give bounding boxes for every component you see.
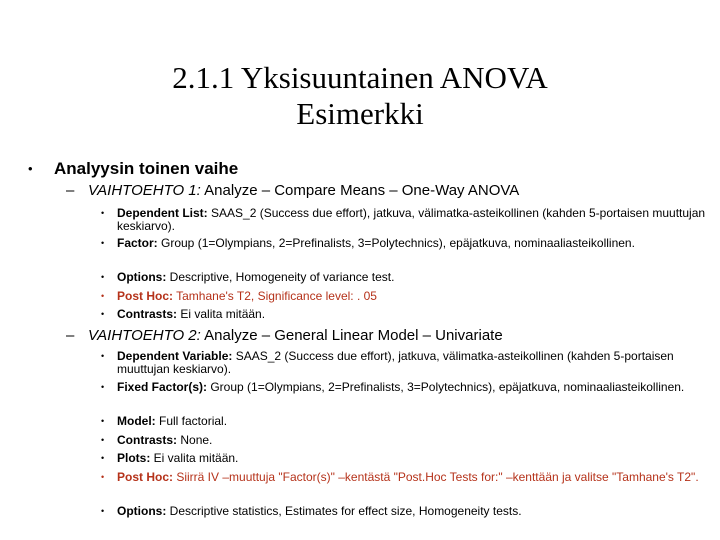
item-key: Contrasts:: [117, 307, 178, 321]
bullet-icon: •: [101, 506, 105, 516]
main-bullet-text: Analyysin toinen vaihe: [54, 159, 239, 178]
item-key: Fixed Factor(s):: [117, 380, 208, 394]
item-value: Group (1=Olympians, 2=Prefinalists, 3=Polytechnics), epäjatkuva, nominaaliasteikollinen.: [157, 236, 635, 250]
bullet-icon: •: [101, 416, 105, 426]
slide-title-line1: 2.1.1 Yksisuuntainen ANOVA: [172, 60, 548, 95]
item-value: Group (1=Olympians, 2=Prefinalists, 3=Polytechnics), epäjatkuva, nominaaliasteikollinen.: [207, 380, 685, 394]
item-value: None.: [177, 433, 213, 447]
item-key: Factor:: [117, 236, 158, 250]
bullet-icon: •: [101, 472, 105, 482]
item-value: Ei valita mitään.: [150, 451, 239, 465]
item-value: Full factorial.: [155, 414, 228, 428]
item-value: SAAS_2 (Success due effort), jatkuva, välimatka-asteikollinen (kahden 5-portaisen muuttujan keskiarvo).: [117, 206, 706, 233]
item-key: Plots:: [117, 451, 151, 465]
slide-title-line2: Esimerkki: [296, 96, 424, 131]
dash-icon: –: [66, 327, 75, 344]
bullet-icon: •: [101, 453, 105, 463]
item-value: SAAS_2 (Success due effort), jatkuva, välimatka-asteikollinen (kahden 5-portaisen muuttujan keskiarvo).: [117, 349, 674, 376]
bullet-icon: •: [101, 435, 105, 445]
bullet-icon: •: [28, 161, 33, 176]
bullet-icon: •: [101, 208, 105, 218]
bullet-icon: •: [101, 351, 105, 361]
dash-icon: –: [66, 182, 75, 199]
item-key: Model:: [117, 414, 156, 428]
option1-label: VAIHTOEHTO 1:: [88, 182, 201, 199]
item-key: Post Hoc:: [117, 289, 174, 303]
item-value: Ei valita mitään.: [177, 307, 266, 321]
bullet-icon: •: [101, 272, 105, 282]
bullet-icon: •: [101, 238, 105, 248]
item-key: Options:: [117, 270, 167, 284]
item-key: Options:: [117, 504, 167, 518]
option1-text: Analyze – Compare Means – One-Way ANOVA: [200, 182, 520, 199]
bullet-icon: •: [101, 309, 105, 319]
item-key: Post Hoc:: [117, 470, 174, 484]
item-value: Descriptive, Homogeneity of variance test.: [166, 270, 395, 284]
item-value: Siirrä IV –muuttuja "Factor(s)" –kentästä "Post.Hoc Tests for:" –kenttään ja valitse "Tamhane's T2".: [173, 470, 699, 484]
item-key: Dependent List:: [117, 206, 208, 220]
bullet-icon: •: [101, 382, 105, 392]
bullet-icon: •: [101, 291, 105, 301]
option2-label: VAIHTOEHTO 2:: [88, 327, 201, 344]
option2-text: Analyze – General Linear Model – Univariate: [200, 327, 503, 344]
item-value: Descriptive statistics, Estimates for effect size, Homogeneity tests.: [166, 504, 522, 518]
item-key: Dependent Variable:: [117, 349, 233, 363]
item-key: Contrasts:: [117, 433, 178, 447]
slide-title: [0, 60, 720, 132]
item-value: Tamhane's T2, Significance level: . 05: [173, 289, 377, 303]
